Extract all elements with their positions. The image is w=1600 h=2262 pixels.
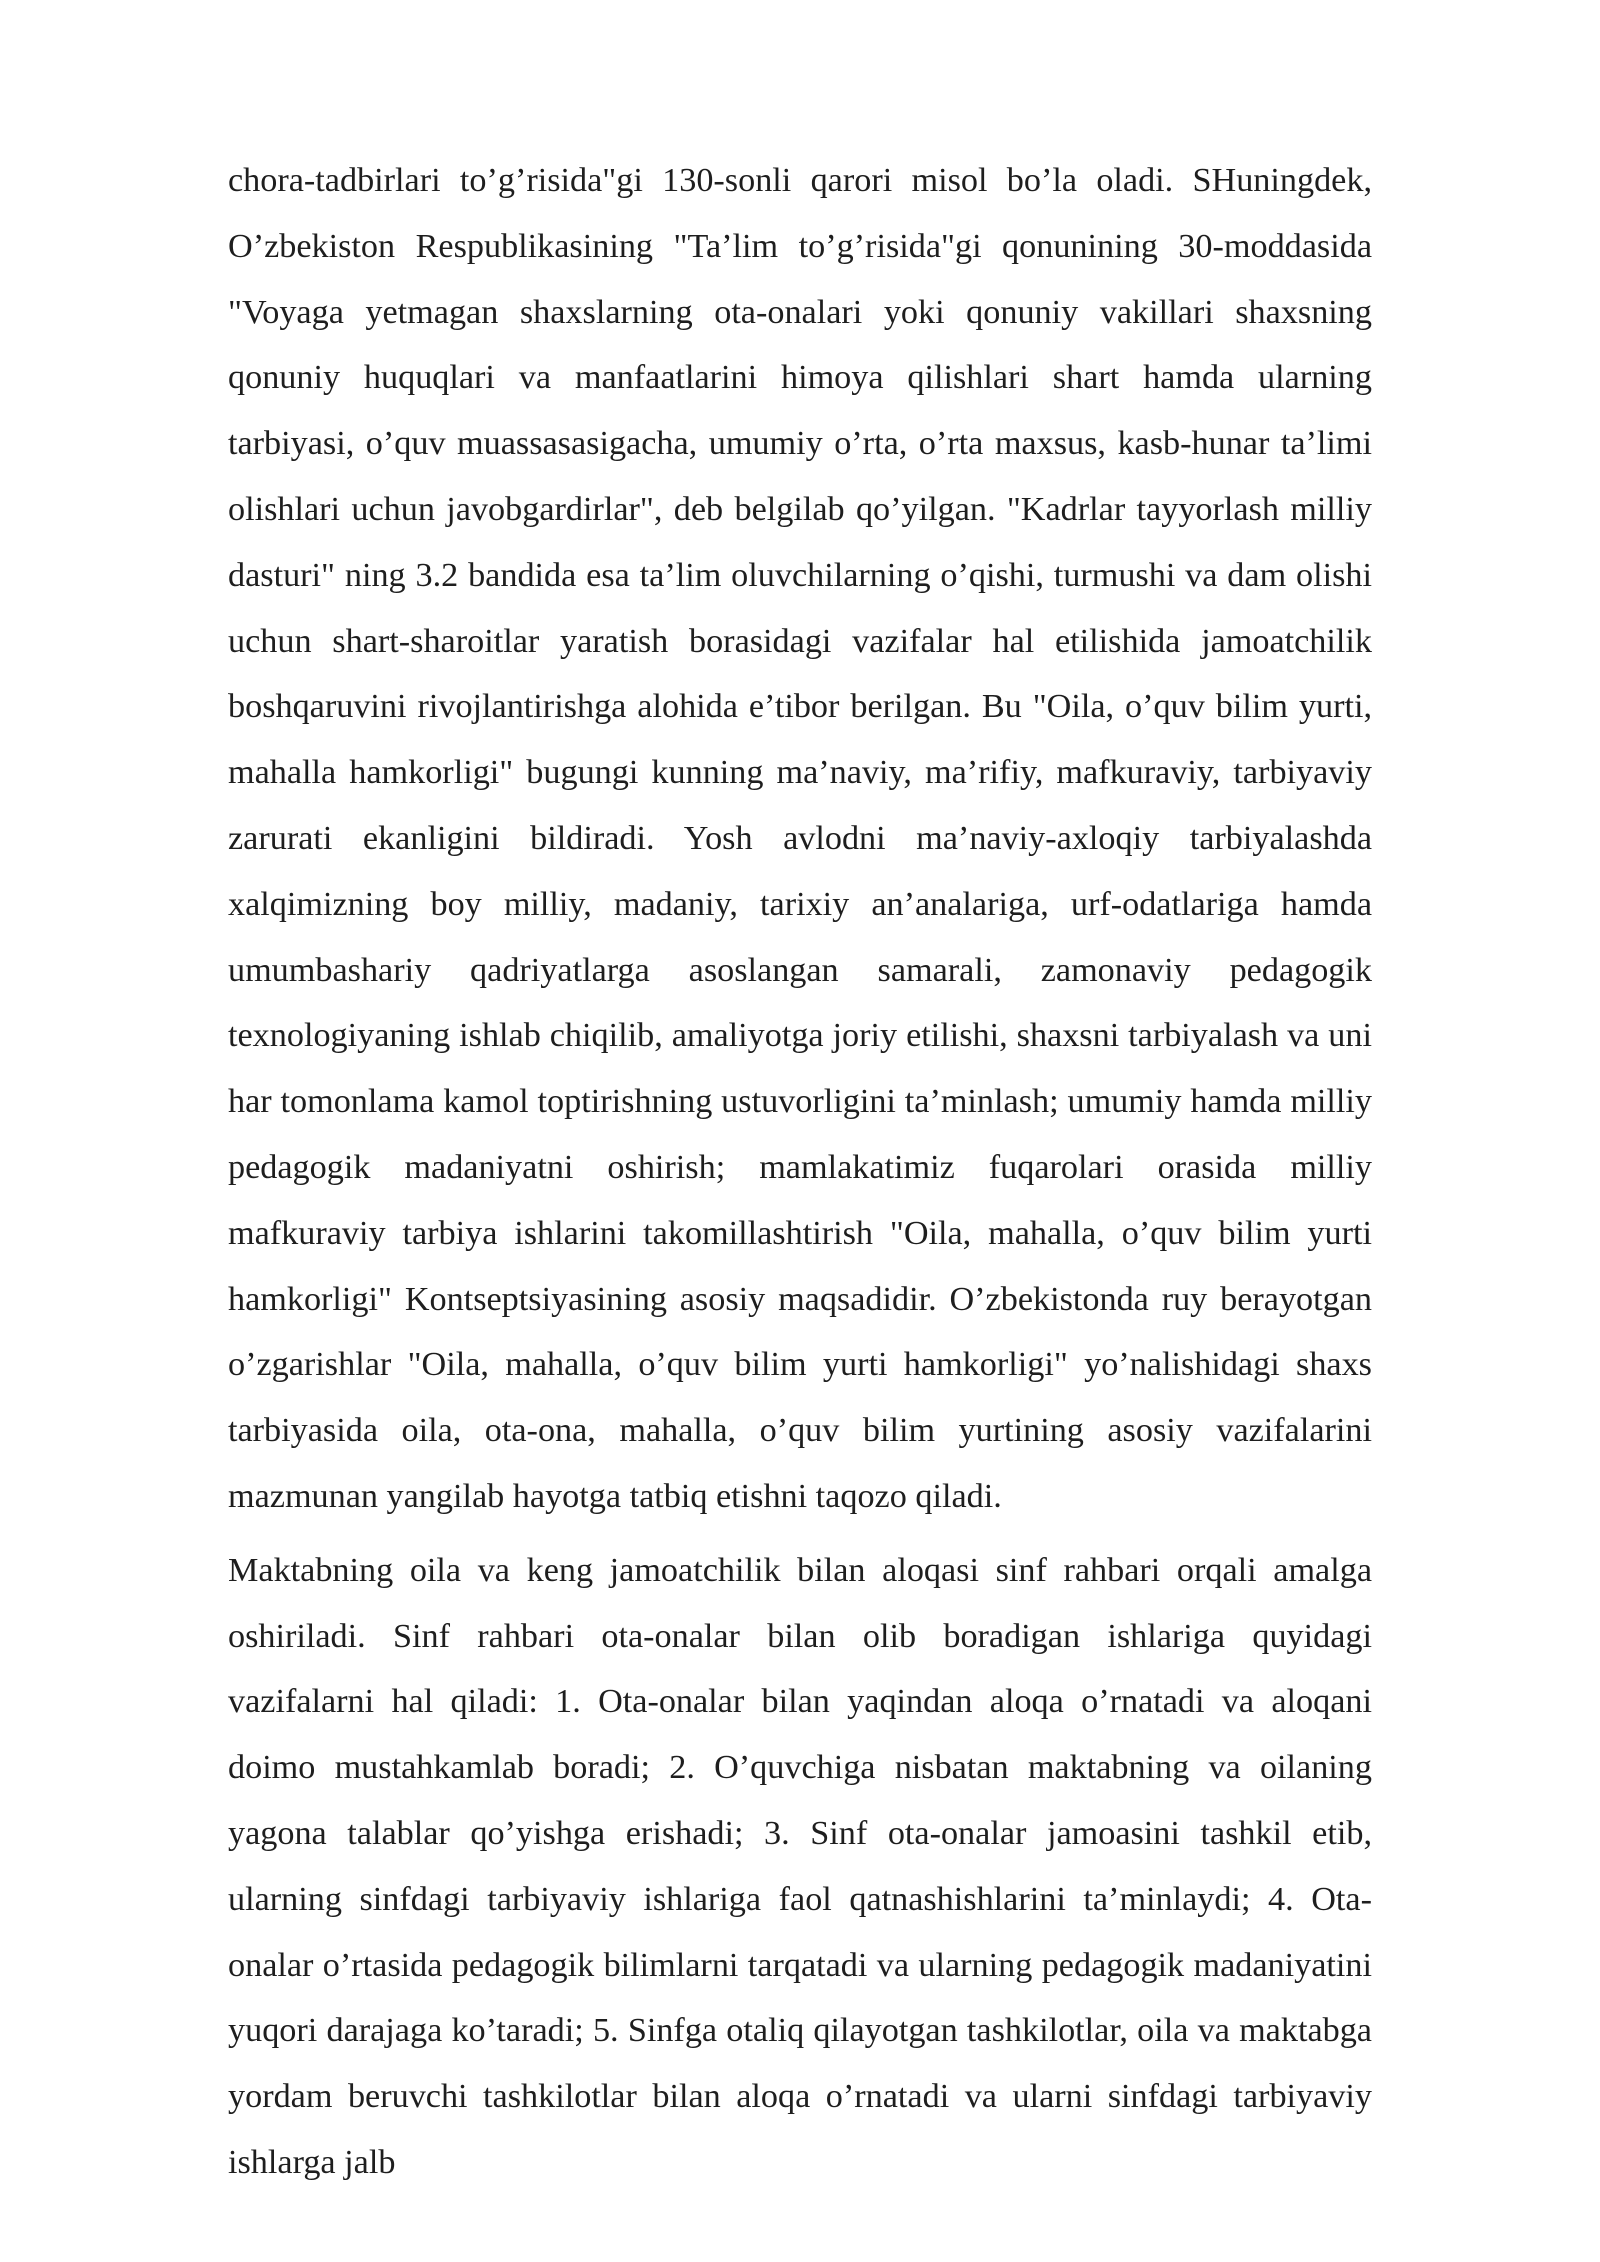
document-page (228, 148, 1372, 2196)
paragraph-1: chora-tadbirlari to’g’risida"gi 130-sonli qarori misol bo’la oladi. SHuningdek, O’zbekiston Respublikasining "Ta’lim to’g’risida"gi qonunining 30-moddasida "Voyaga yetmagan shaxslarning ota-onalari yoki qonuniy vakillari shaxsning qonuniy huquqlari va manfaatlarini himoya qilishlari shart hamda ularning tarbiyasi, o’quv muassasasigacha, umumiy o’rta, o’rta maxsus, kasb-hunar ta’limi olishlari uchun javobgardirlar", deb belgilab qo’yilgan. "Kadrlar tayyorlash milliy dasturi" ning 3.2 bandida esa ta’lim oluvchilarning o’qishi, turmushi va dam olishi uchun shart-sharoitlar yaratish borasidagi vazifalar hal etilishida jamoatchilik boshqaruvini rivojlantirishga alohida e’tibor berilgan. Bu "Oila, o’quv bilim yurti, mahalla hamkorligi" bugungi kunning ma’naviy, ma’rifiy, mafkuraviy, tarbiyaviy zarurati ekanligini bildiradi. Yosh avlodni ma’naviy-axloqiy tarbiyalashda xalqimizning boy milliy, madaniy, tarixiy an’analariga, urf-odatlariga hamda umumbashariy qadriyatlarga asoslangan samarali, zamonaviy pedagogik texnologiyaning ishlab chiqilib, amaliyotga joriy etilishi, shaxsni tarbiyalash va uni har tomonlama kamol toptirishning ustuvorligini ta’minlash; umumiy hamda milliy pedagogik madaniyatni oshirish; mamlakatimiz fuqarolari orasida milliy mafkuraviy tarbiya ishlarini takomillashtirish "Oila, mahalla, o’quv bilim yurti hamkorligi" Kontseptsiyasining asosiy maqsadidir. O’zbekistonda ruy berayotgan o’zgarishlar "Oila, mahalla, o’quv bilim yurti hamkorligi" yo’nalishidagi shaxs tarbiyasida oila, ota-ona, mahalla, o’quv bilim yurtining asosiy vazifalarini mazmunan yangilab hayotga tatbiq etishni taqozo qiladi. (228, 162, 1372, 1515)
paragraph-2: Maktabning oila va keng jamoatchilik bilan aloqasi sinf rahbari orqali amalga oshiriladi. Sinf rahbari ota-onalar bilan olib boradigan ishlariga quyidagi vazifalarni hal qiladi: 1. Ota-onalar bilan yaqindan aloqa o’rnatadi va aloqani doimo mustahkamlab boradi; 2. O’quvchiga nisbatan maktabning va oilaning yagona talablar qo’yishga erishadi; 3. Sinf ota-onalar jamoasini tashkil etib, ularning sinfdagi tarbiyaviy ishlariga faol qatnashishlarini ta’minlaydi; 4. Ota-onalar o’rtasida pedagogik bilimlarni tarqatadi va ularning pedagogik madaniyatini yuqori darajaga ko’taradi; 5. Sinfga otaliq qilayotgan tashkilotlar, oila va maktabga yordam beruvchi tashkilotlar bilan aloqa o’rnatadi va ularni sinfdagi tarbiyaviy ishlarga jalb (228, 1551, 1372, 2181)
